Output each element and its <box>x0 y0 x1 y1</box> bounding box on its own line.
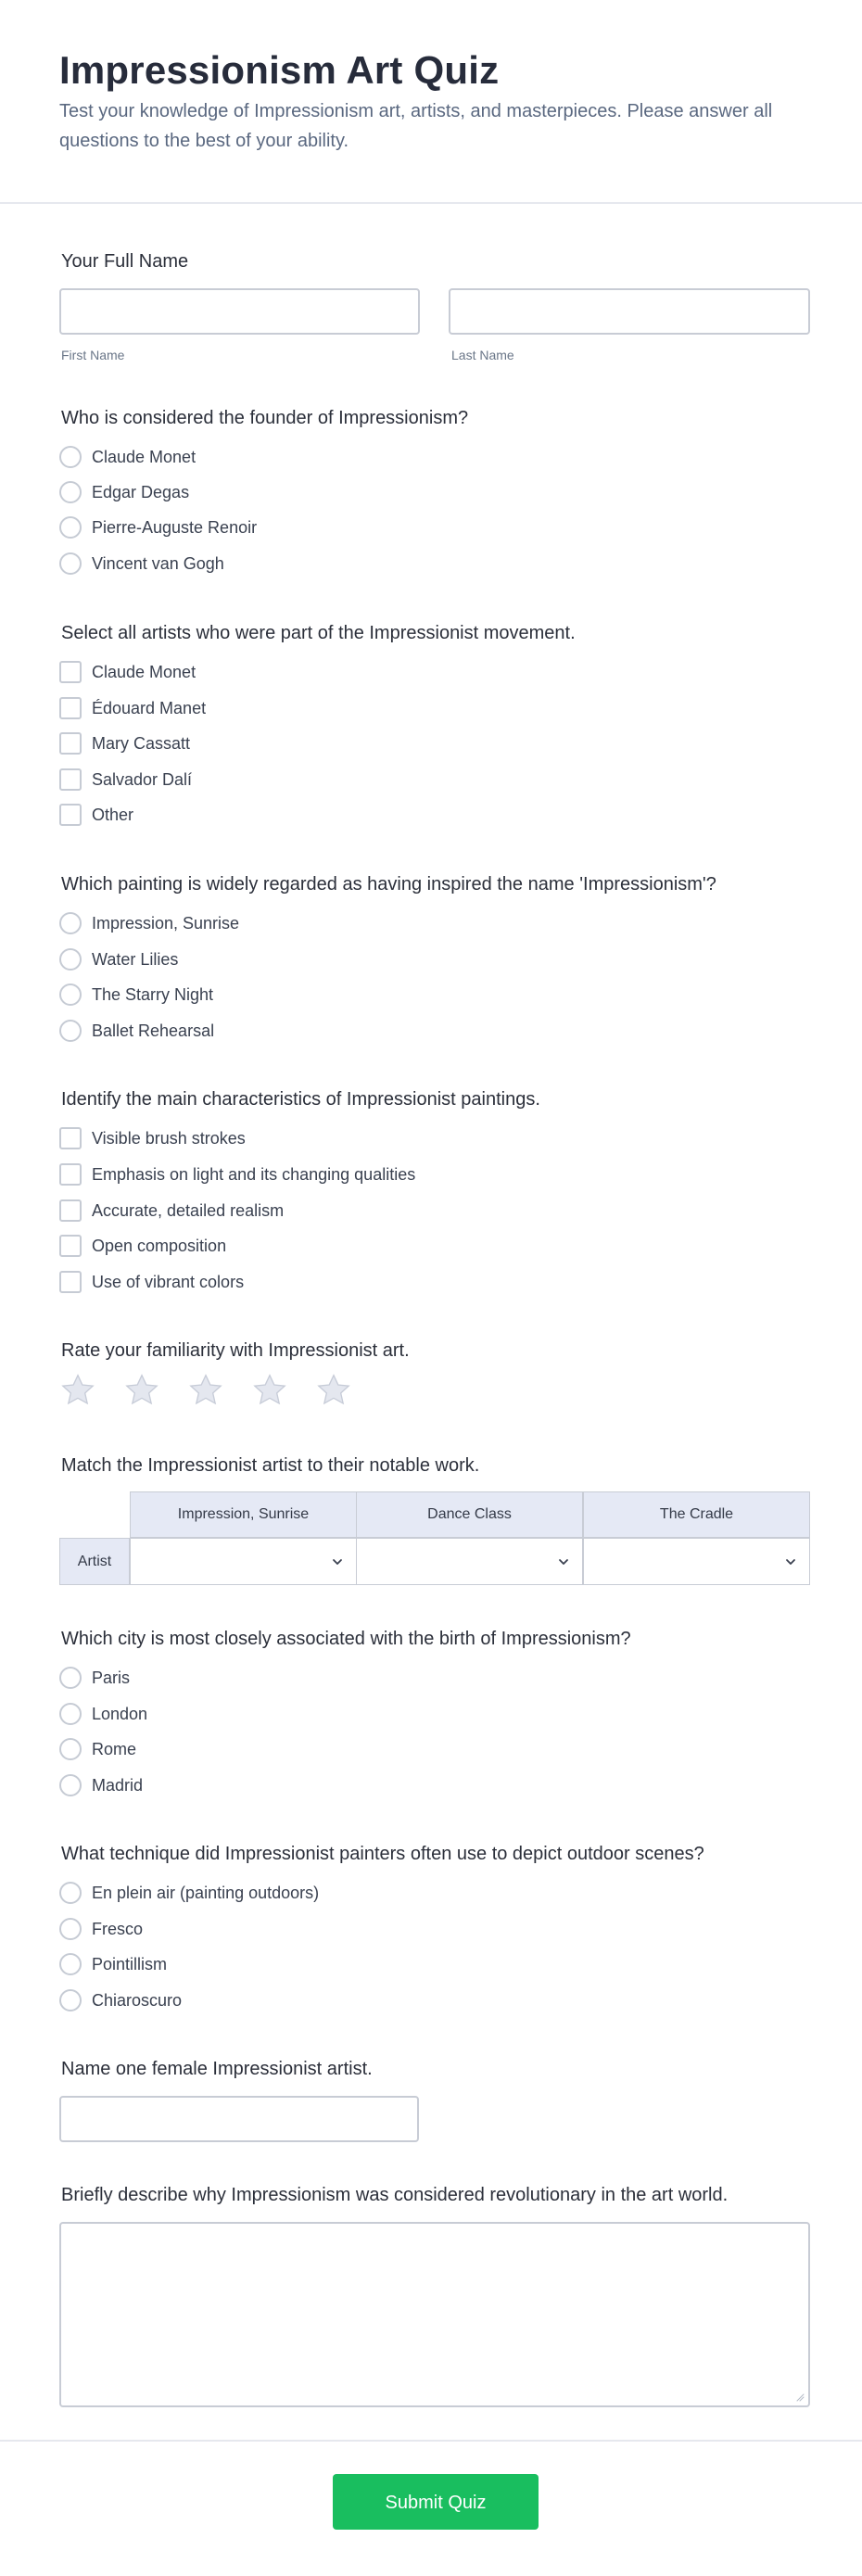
city-option-1[interactable] <box>59 1664 130 1692</box>
star-icon[interactable] <box>123 1372 160 1409</box>
characteristics-option-label: Visible brush strokes <box>92 1129 246 1148</box>
match-matrix <box>59 1491 810 1585</box>
painting-option-4[interactable] <box>59 1017 214 1045</box>
characteristics-option-label: Open composition <box>92 1237 227 1255</box>
radio-circle-icon[interactable] <box>59 912 82 934</box>
city-option-label: Paris <box>92 1669 131 1687</box>
resize-grip-icon[interactable] <box>793 2391 805 2402</box>
painting-option-label: Ballet Rehearsal <box>92 1022 215 1040</box>
matrix-column-header: The Cradle <box>583 1491 810 1538</box>
painting-option-label: The Starry Night <box>92 985 214 1004</box>
founder-option-label: Claude Monet <box>92 448 196 466</box>
question-characteristics-title: Identify the main characteristics of Impressionist paintings. <box>61 1089 540 1110</box>
radio-circle-icon[interactable] <box>59 948 82 971</box>
city-option-label: Rome <box>92 1740 137 1758</box>
radio-circle-icon[interactable] <box>59 1989 82 2011</box>
last-name-sublabel: Last Name <box>451 348 514 362</box>
star-icon[interactable] <box>315 1372 352 1409</box>
city-option-3[interactable] <box>59 1735 136 1763</box>
technique-option-label: En plein air (painting outdoors) <box>92 1884 320 1902</box>
checkbox-square-icon[interactable] <box>59 732 82 755</box>
female-artist-input[interactable] <box>59 2096 419 2142</box>
city-option-2[interactable] <box>59 1700 147 1728</box>
characteristics-option-5[interactable] <box>59 1268 244 1296</box>
painting-option-2[interactable] <box>59 945 178 973</box>
radio-circle-icon[interactable] <box>59 516 82 539</box>
founder-option-2[interactable] <box>59 478 189 506</box>
founder-option-label: Pierre-Auguste Renoir <box>92 518 258 537</box>
checkbox-square-icon[interactable] <box>59 661 82 683</box>
question-rating-title: Rate your familiarity with Impressionist art. <box>61 1340 410 1361</box>
radio-circle-icon[interactable] <box>59 481 82 503</box>
radio-circle-icon[interactable] <box>59 552 82 575</box>
radio-circle-icon[interactable] <box>59 1703 82 1725</box>
question-female-title: Name one female Impressionist artist. <box>61 2059 373 2079</box>
technique-option-label: Pointillism <box>92 1955 168 1973</box>
chevron-down-icon <box>330 1554 345 1569</box>
matrix-row-label: Artist <box>59 1538 130 1585</box>
characteristics-option-label: Accurate, detailed realism <box>92 1201 285 1220</box>
first-name-input[interactable] <box>59 288 420 335</box>
radio-circle-icon[interactable] <box>59 1882 82 1904</box>
question-painting-title: Which painting is widely regarded as having inspired the name 'Impressionism'? <box>61 874 716 895</box>
characteristics-option-3[interactable] <box>59 1197 284 1225</box>
form-description: Test your knowledge of Impressionism art, artists, and masterpieces. Please answer all questions to the best of your ability. <box>59 101 773 151</box>
question-city-title: Which city is most closely associated with the birth of Impressionism? <box>61 1629 631 1649</box>
radio-circle-icon[interactable] <box>59 1774 82 1796</box>
artists-option-2[interactable] <box>59 694 206 722</box>
technique-option-4[interactable] <box>59 1986 182 2014</box>
characteristics-option-4[interactable] <box>59 1232 226 1260</box>
painting-option-label: Water Lilies <box>92 950 179 969</box>
technique-option-label: Fresco <box>92 1920 144 1938</box>
checkbox-square-icon[interactable] <box>59 1127 82 1149</box>
form-title: Impressionism Art Quiz <box>59 48 500 92</box>
painting-option-1[interactable] <box>59 909 239 937</box>
technique-option-3[interactable] <box>59 1950 167 1978</box>
matrix-select-2[interactable] <box>356 1538 583 1585</box>
founder-option-1[interactable] <box>59 443 196 471</box>
founder-option-label: Vincent van Gogh <box>92 554 224 573</box>
full-name-label: Your Full Name <box>61 251 189 272</box>
checkbox-square-icon[interactable] <box>59 1235 82 1257</box>
artists-option-5[interactable] <box>59 801 133 829</box>
rating-stars <box>59 1372 374 1413</box>
technique-option-label: Chiaroscuro <box>92 1991 183 2010</box>
technique-option-2[interactable] <box>59 1915 143 1943</box>
radio-circle-icon[interactable] <box>59 1020 82 1042</box>
artists-option-label: Salvador Dalí <box>92 770 193 789</box>
characteristics-option-1[interactable] <box>59 1124 246 1152</box>
radio-circle-icon[interactable] <box>59 446 82 468</box>
matrix-select-1[interactable] <box>130 1538 357 1585</box>
artists-option-1[interactable] <box>59 658 196 686</box>
artists-option-label: Claude Monet <box>92 663 196 681</box>
artists-option-label: Other <box>92 806 134 824</box>
artists-option-3[interactable] <box>59 730 190 757</box>
city-option-label: London <box>92 1705 148 1723</box>
last-name-input[interactable] <box>449 288 810 335</box>
founder-option-3[interactable] <box>59 514 257 541</box>
founder-option-4[interactable] <box>59 550 224 577</box>
star-icon[interactable] <box>187 1372 224 1409</box>
characteristics-option-label: Use of vibrant colors <box>92 1273 245 1291</box>
radio-circle-icon[interactable] <box>59 1667 82 1689</box>
artists-option-label: Mary Cassatt <box>92 734 191 753</box>
question-founder-title: Who is considered the founder of Impressionism? <box>61 408 469 428</box>
question-revolutionary-title: Briefly describe why Impressionism was considered revolutionary in the art world. <box>61 2185 729 2205</box>
painting-option-label: Impression, Sunrise <box>92 914 240 933</box>
radio-circle-icon[interactable] <box>59 1918 82 1940</box>
chevron-down-icon <box>783 1554 798 1569</box>
form-header <box>0 0 862 204</box>
artists-option-label: Édouard Manet <box>92 699 207 717</box>
revolutionary-textarea[interactable] <box>59 2222 810 2407</box>
characteristics-option-label: Emphasis on light and its changing qualities <box>92 1165 416 1184</box>
matrix-column-header: Impression, Sunrise <box>130 1491 357 1538</box>
city-option-label: Madrid <box>92 1776 144 1795</box>
founder-option-label: Edgar Degas <box>92 483 190 501</box>
submit-quiz-button[interactable]: Submit Quiz <box>333 2474 539 2530</box>
checkbox-square-icon[interactable] <box>59 804 82 826</box>
characteristics-option-2[interactable] <box>59 1161 415 1188</box>
checkbox-square-icon[interactable] <box>59 768 82 791</box>
city-option-4[interactable] <box>59 1771 143 1799</box>
technique-option-1[interactable] <box>59 1879 319 1907</box>
question-technique-title: What technique did Impressionist painters often use to depict outdoor scenes? <box>61 1844 704 1864</box>
checkbox-square-icon[interactable] <box>59 697 82 719</box>
radio-circle-icon[interactable] <box>59 1738 82 1760</box>
artists-option-4[interactable] <box>59 766 192 793</box>
chevron-down-icon <box>556 1554 571 1569</box>
star-icon[interactable] <box>59 1372 96 1409</box>
radio-circle-icon[interactable] <box>59 983 82 1006</box>
matrix-column-header: Dance Class <box>356 1491 583 1538</box>
painting-option-3[interactable] <box>59 981 213 1009</box>
question-artists-title: Select all artists who were part of the Impressionist movement. <box>61 623 576 643</box>
first-name-sublabel: First Name <box>61 348 125 362</box>
checkbox-square-icon[interactable] <box>59 1163 82 1186</box>
checkbox-square-icon[interactable] <box>59 1271 82 1293</box>
star-icon[interactable] <box>251 1372 288 1409</box>
question-match-title: Match the Impressionist artist to their notable work. <box>61 1455 480 1476</box>
radio-circle-icon[interactable] <box>59 1953 82 1975</box>
matrix-select-3[interactable] <box>583 1538 810 1585</box>
footer-divider <box>0 2440 862 2442</box>
checkbox-square-icon[interactable] <box>59 1199 82 1222</box>
